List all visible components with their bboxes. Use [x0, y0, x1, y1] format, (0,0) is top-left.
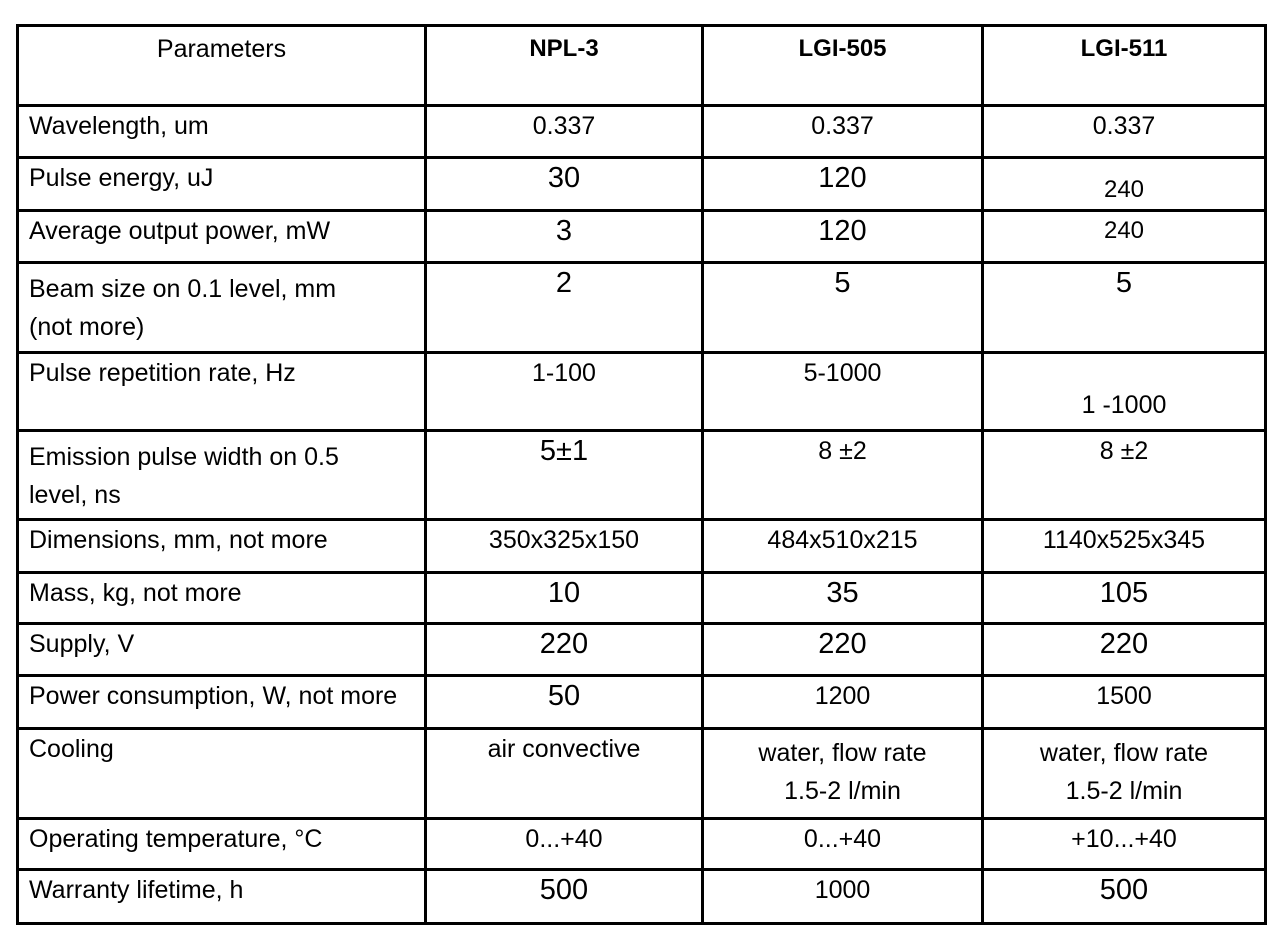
row-label-dimensions: Dimensions, mm, not more: [18, 520, 426, 573]
table-row: [18, 263, 1266, 353]
cell-value: 0...+40: [426, 819, 703, 870]
row-label-beam-size: [18, 263, 426, 353]
row-label-pulse-repetition-rate: Pulse repetition rate, Hz: [18, 353, 426, 431]
row-label-line-2: (not more): [29, 313, 145, 341]
cell-value: 1500: [983, 676, 1266, 729]
table-row: [18, 520, 1266, 573]
header-npl-3: NPL-3: [426, 26, 703, 106]
cell-line-1: water, flow rate: [758, 739, 927, 767]
cell-value: 120: [703, 158, 983, 211]
cell-value: 5: [983, 263, 1266, 353]
cell-value-cooling: [983, 729, 1266, 819]
table-row: [18, 624, 1266, 676]
cell-value: 500: [426, 870, 703, 924]
cell-value: 484x510x215: [703, 520, 983, 573]
row-label-wavelength: Wavelength, um: [18, 106, 426, 158]
cell-value: 8 ±2: [703, 431, 983, 520]
row-label-cooling: Cooling: [18, 729, 426, 819]
cell-value-cooling: [703, 729, 983, 819]
cell-value: 1 -1000: [983, 353, 1266, 431]
cell-value: 5±1: [426, 431, 703, 520]
cell-value: 1000: [703, 870, 983, 924]
row-label-line-2: level, ns: [29, 481, 121, 509]
header-lgi-511: LGI-511: [983, 26, 1266, 106]
cell-value: 0.337: [703, 106, 983, 158]
cell-value: 1200: [703, 676, 983, 729]
cell-value: 0...+40: [703, 819, 983, 870]
cell-value: 30: [426, 158, 703, 211]
row-label-warranty-lifetime: Warranty lifetime, h: [18, 870, 426, 924]
table-row: [18, 573, 1266, 624]
cell-value: 105: [983, 573, 1266, 624]
cell-value: 5: [703, 263, 983, 353]
table-row: [18, 870, 1266, 924]
cell-value: 220: [983, 624, 1266, 676]
header-row: [18, 26, 1266, 106]
row-label-operating-temperature: Operating temperature, °C: [18, 819, 426, 870]
row-label-supply: Supply, V: [18, 624, 426, 676]
header-parameters: Parameters: [18, 26, 426, 106]
cell-value: 1140x525x345: [983, 520, 1266, 573]
cell-value: air convective: [426, 729, 703, 819]
cell-value: 5-1000: [703, 353, 983, 431]
cell-value: 35: [703, 573, 983, 624]
table-row: [18, 431, 1266, 520]
table-row: [18, 676, 1266, 729]
row-label-mass: Mass, kg, not more: [18, 573, 426, 624]
row-label-line-1: Beam size on 0.1 level, mm: [29, 275, 337, 303]
row-label-average-output-power: Average output power, mW: [18, 211, 426, 263]
table-row: [18, 158, 1266, 211]
cell-value: 220: [703, 624, 983, 676]
cell-value: 240: [983, 211, 1266, 263]
cell-value: 10: [426, 573, 703, 624]
row-label-line-1: Emission pulse width on 0.5: [29, 443, 339, 471]
table-row: [18, 211, 1266, 263]
cell-value: 240: [983, 158, 1266, 211]
row-label-power-consumption: Power consumption, W, not more: [18, 676, 426, 729]
table-row: [18, 353, 1266, 431]
cell-value: 350x325x150: [426, 520, 703, 573]
cell-value: 120: [703, 211, 983, 263]
row-label-pulse-energy: Pulse energy, uJ: [18, 158, 426, 211]
laser-specs-table: [16, 24, 1267, 925]
cell-value: +10...+40: [983, 819, 1266, 870]
cell-value: 8 ±2: [983, 431, 1266, 520]
cell-line-2: 1.5-2 l/min: [784, 777, 901, 805]
table-row: [18, 729, 1266, 819]
cell-value: 50: [426, 676, 703, 729]
row-label-emission-pulse-width: [18, 431, 426, 520]
table-row: [18, 106, 1266, 158]
cell-value: 0.337: [983, 106, 1266, 158]
cell-value: 2: [426, 263, 703, 353]
cell-value: 3: [426, 211, 703, 263]
cell-line-2: 1.5-2 l/min: [1065, 777, 1183, 805]
table-row: [18, 819, 1266, 870]
cell-value: 0.337: [426, 106, 703, 158]
cell-value: 1-100: [426, 353, 703, 431]
cell-value: 500: [983, 870, 1266, 924]
header-lgi-505: LGI-505: [703, 26, 983, 106]
cell-line-1: water, flow rate: [1039, 739, 1209, 767]
cell-value: 220: [426, 624, 703, 676]
